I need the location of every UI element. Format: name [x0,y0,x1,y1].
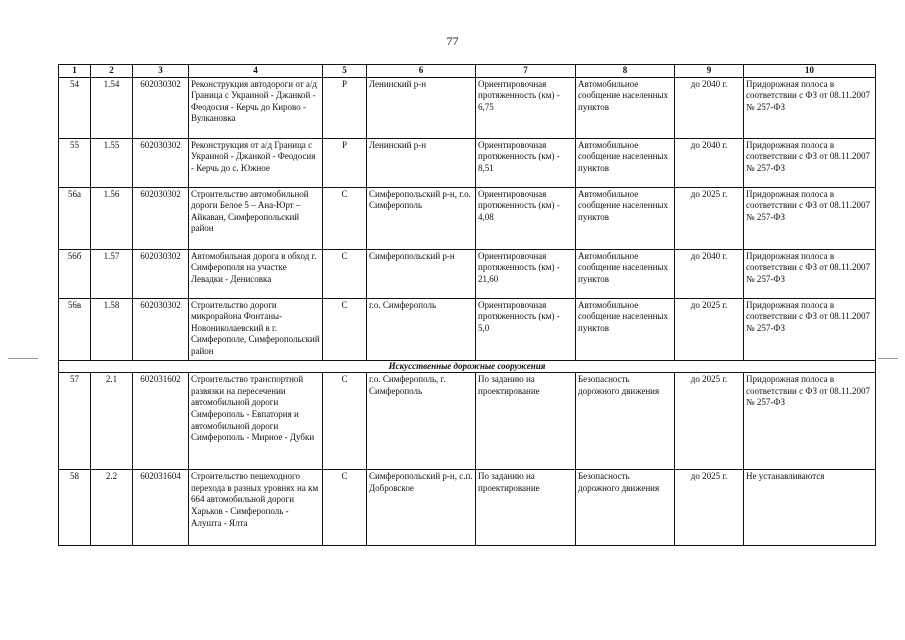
table-row [59,249,876,298]
object-purpose: Автомобильное сообщение населенных пунктов [576,249,675,298]
document-table [58,64,876,546]
column-header: 3 [133,65,189,78]
left-margin-mark [8,358,38,359]
item-code: 2.2 [91,470,133,546]
object-name: Автомобильная дорога в обход г. Симферополя на участке Левадки - Денисовка [189,249,323,298]
object-status: Р [323,77,367,138]
object-characteristics: Ориентировочная протяженность (км) - 6,75 [476,77,576,138]
object-name: Строительство пешеходного перехода в разных уровнях на км 664 автомобильной дороги Харьков - Симферополь - Алушта - Ялта [189,470,323,546]
restriction-zone: Придорожная полоса в соответствии с ФЗ от 08.11.2007 № 257-ФЗ [744,373,876,470]
object-location: Симферопольский р-н [367,249,476,298]
row-number: 58 [59,470,91,546]
object-characteristics: По заданию на проектирование [476,470,576,546]
object-name: Реконструкция автодороги от а/д Граница с Украиной - Джанкой - Феодосия - Керчь до Кирово - Вулкановка [189,77,323,138]
item-code: 1.54 [91,77,133,138]
item-code: 2.1 [91,373,133,470]
object-name: Строительство транспортной развязки на пересечении автомобильной дороги Симферополь - Евпатория и автомобильной дороги Симферополь - Мирное - Дубки [189,373,323,470]
table-row [59,373,876,470]
classifier-code: 602030302 [133,298,189,360]
restriction-zone: Не устанавливаются [744,470,876,546]
column-header: 7 [476,65,576,78]
column-header: 8 [576,65,675,78]
object-characteristics: Ориентировочная протяженность (км) - 5,0 [476,298,576,360]
implementation-term: до 2040 г. [675,138,744,187]
row-number: 56а [59,187,91,249]
object-location: Симферопольский р-н, г.о. Симферополь [367,187,476,249]
object-location: г.о. Симферополь [367,298,476,360]
object-location: Ленинский р-н [367,77,476,138]
object-location: Ленинский р-н [367,138,476,187]
column-header: 6 [367,65,476,78]
table-row [59,470,876,546]
restriction-zone: Придорожная полоса в соответствии с ФЗ от 08.11.2007 № 257-ФЗ [744,77,876,138]
object-status: С [323,470,367,546]
object-location: Симферопольский р-н, с.п. Добровское [367,470,476,546]
page-number: 77 [446,34,459,48]
object-characteristics: По заданию на проектирование [476,373,576,470]
item-code: 1.57 [91,249,133,298]
column-header: 4 [189,65,323,78]
implementation-term: до 2025 г. [675,187,744,249]
column-header: 5 [323,65,367,78]
table-row [59,77,876,138]
classifier-code: 602030302 [133,187,189,249]
object-purpose: Автомобильное сообщение населенных пунктов [576,187,675,249]
object-name: Реконструкция от а/д Граница с Украиной - Джанкой - Феодосия - Керчь до с. Южное [189,138,323,187]
row-number: 56в [59,298,91,360]
object-purpose: Безопасность дорожного движения [576,373,675,470]
item-code: 1.55 [91,138,133,187]
object-status: Р [323,138,367,187]
object-characteristics: Ориентировочная протяженность (км) - 4,08 [476,187,576,249]
object-location: г.о. Симферополь, г. Симферополь [367,373,476,470]
right-margin-mark [878,358,898,359]
implementation-term: до 2040 г. [675,77,744,138]
object-status: С [323,249,367,298]
column-header: 2 [91,65,133,78]
classifier-code: 602031602 [133,373,189,470]
object-status: С [323,187,367,249]
implementation-term: до 2025 г. [675,373,744,470]
object-name: Строительство автомобильной дороги Белое 5 – Ана-Юрт – Айкаван, Симферопольский район [189,187,323,249]
object-purpose: Автомобильное сообщение населенных пунктов [576,298,675,360]
object-purpose: Автомобильное сообщение населенных пунктов [576,77,675,138]
restriction-zone: Придорожная полоса в соответствии с ФЗ от 08.11.2007 № 257-ФЗ [744,187,876,249]
table-row [59,187,876,249]
column-header: 10 [744,65,876,78]
object-purpose: Безопасность дорожного движения [576,470,675,546]
classifier-code: 602030302 [133,77,189,138]
implementation-term: до 2025 г. [675,298,744,360]
row-number: 54 [59,77,91,138]
item-code: 1.58 [91,298,133,360]
table-row [59,298,876,360]
restriction-zone: Придорожная полоса в соответствии с ФЗ от 08.11.2007 № 257-ФЗ [744,138,876,187]
object-purpose: Автомобильное сообщение населенных пунктов [576,138,675,187]
section-row [59,360,876,373]
row-number: 56б [59,249,91,298]
restriction-zone: Придорожная полоса в соответствии с ФЗ от 08.11.2007 № 257-ФЗ [744,298,876,360]
object-status: С [323,298,367,360]
row-number: 55 [59,138,91,187]
implementation-term: до 2040 г. [675,249,744,298]
row-number: 57 [59,373,91,470]
object-name: Строительство дороги микрорайона Фонтаны-Новониколаевский в г. Симферополе, Симферопольский район [189,298,323,360]
column-header: 1 [59,65,91,78]
object-status: С [323,373,367,470]
object-characteristics: Ориентировочная протяженность (км) - 8,51 [476,138,576,187]
classifier-code: 602030302 [133,138,189,187]
column-header: 9 [675,65,744,78]
object-characteristics: Ориентировочная протяженность (км) - 21,60 [476,249,576,298]
table-row [59,138,876,187]
classifier-code: 602031604 [133,470,189,546]
header-row [59,65,876,78]
classifier-code: 602030302 [133,249,189,298]
item-code: 1.56 [91,187,133,249]
restriction-zone: Придорожная полоса в соответствии с ФЗ от 08.11.2007 № 257-ФЗ [744,249,876,298]
implementation-term: до 2025 г. [675,470,744,546]
section-title: Искусственные дорожные сооружения [59,360,876,373]
